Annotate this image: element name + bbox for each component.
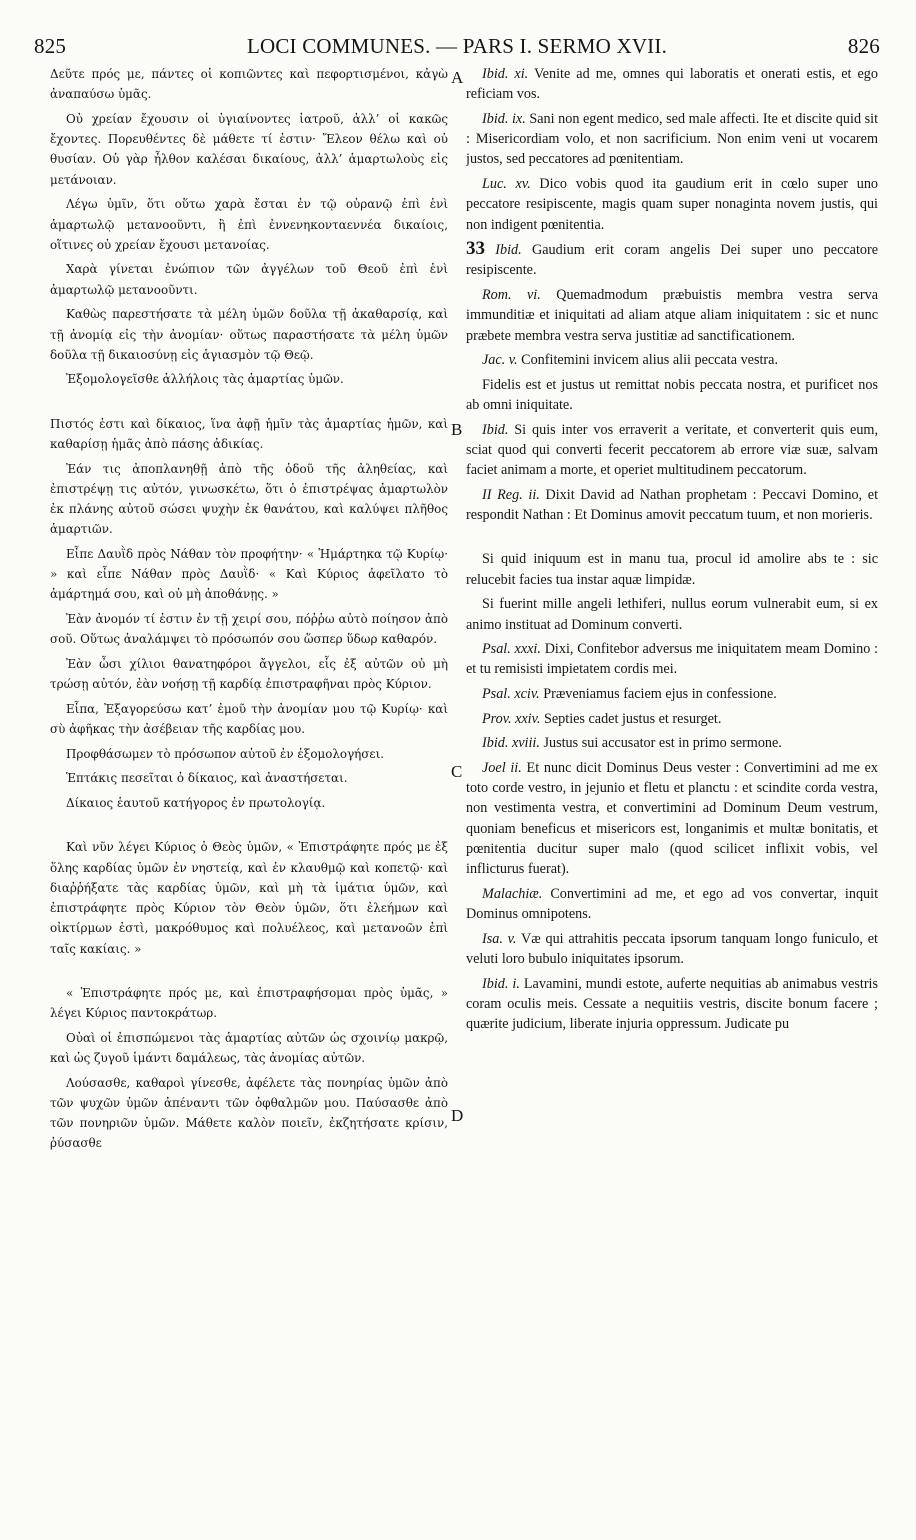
greek-paragraph: Πιστός ἐστι καὶ δίκαιος, ἵνα ἀφῇ ἡμῖν τὰς ἁμαρτίας ἡμῶν, καὶ καθαρίσῃ ἡμᾶς ἀπὸ πάσης ἀδικίας. [50,416,448,451]
latin-paragraph [466,64,878,105]
latin-text: Justus sui accusator est in primo sermone. [543,735,782,752]
latin-paragraph [466,109,878,170]
scripture-reference: Isa. v. [482,930,517,947]
scripture-reference: Ibid. ix. [482,110,526,127]
latin-paragraph [466,758,878,880]
running-header [34,34,880,64]
scripture-reference: Jac. v. [482,352,518,369]
greek-paragraph: Προφθάσωμεν τὸ πρόσωπον αὐτοῦ ἐν ἐξομολογήσει. [66,746,385,761]
scripture-reference: Prov. xxiv. [482,710,541,727]
latin-text: Et nunc dicit Dominus Deus vester : Convertimini ad me ex toto corde vestro, in jejunio et fletu et planctu : et scindite corda vestra, non vestimenta vestra, et convertimini ad Dominum Deum vestrum, quoniam beneficus et misericors est, longanimis et multæ bonitatis, et pœnitentia ducitur super malo (quod scilicet inflixit vobis, vel inflicturus fuerat). [466,759,878,878]
greek-paragraph: Ἐὰν ὦσι χίλιοι θανατηφόροι ἄγγελοι, εἷς ἐξ αὐτῶν οὐ μὴ τρώσῃ αὐτόν, ἐὰν νοήσῃ τῇ καρδίᾳ ἐπιστραφῆναι πρὸς Κύριον. [50,657,448,692]
scripture-reference: Rom. vi. [482,287,541,304]
scripture-reference: Malachiæ. [482,885,543,902]
scripture-reference: Psal. xciv. [482,686,540,703]
latin-text: Præveniamus faciem ejus in confessione. [543,686,777,703]
scripture-reference: Ibid. xi. [482,66,529,82]
latin-text: Convertimini ad me, et ego ad vos convertar, inquit Dominus omnipotens. [466,885,878,923]
latin-paragraph [466,485,878,526]
greek-paragraph: Λούσασθε, καθαροὶ γίνεσθε, ἀφέλετε τὰς πονηρίας ὑμῶν ἀπὸ τῶν ψυχῶν ὑμῶν ἀπέναντι τῶν ὀφθαλμῶν μου. Παύσασθε ἀπὸ τῶν πονηριῶν ὑμῶν. Μάθετε καλὸν ποιεῖν, ἐκζητήσατε κρίσιν, ῥύσασθε [50,1075,448,1151]
latin-text: Si quid iniquum est in manu tua, procul id amolire abs te : sic relucebit facies tua instar aquæ limpidæ. [466,551,878,588]
scripture-reference: Luc. xv. [482,176,531,193]
greek-paragraph: Οὐαὶ οἱ ἐπισπώμενοι τὰς ἁμαρτίας αὐτῶν ὡς σχοινίῳ μακρῷ, καὶ ὡς ζυγοῦ ἱμάντι δαμάλεως, τὰς ἀνομίας αὐτῶν. [50,1030,448,1065]
latin-paragraph [466,884,878,925]
greek-paragraph: Δίκαιος ἑαυτοῦ κατήγορος ἐν πρωτολογίᾳ. [66,796,326,811]
greek-paragraph: Λέγω ὑμῖν, ὅτι οὕτω χαρὰ ἔσται ἐν τῷ οὐρανῷ ἐπὶ ἑνὶ ἁμαρτωλῷ μετανοοῦντι, ἢ ἐπὶ ἐννενηκονταεννέα δικαίοις, οἵτινες οὐ χρείαν ἔχουσι μετανοίας. [50,197,448,252]
latin-paragraph [466,733,878,753]
latin-paragraph [466,285,878,346]
latin-text: Quemadmodum præbuistis membra vestra serva immunditiæ et iniquitati ad aliam atque aliam iniquitatem : sic et nunc præbete membra vestra serva justitiæ ad sanctificationem. [466,287,878,344]
latin-text: Si quis inter vos erraverit a veritate, et converterit quis eum, sciat quod qui converti fecerit peccatorem ab errore viæ suæ, salvam faciet animam a morte, et operiet multitudinem peccatorum. [466,421,878,479]
latin-paragraph [466,420,878,481]
latin-text: Sani non egent medico, sed male affecti. Ite et discite quid sit : Misericordiam volo, et non sacrificium. Non enim veni ut vocarem justos, sed peccatores ad pœnitentiam. [466,110,878,168]
latin-paragraph [466,639,878,680]
greek-paragraph: Οὐ χρείαν ἔχουσιν οἱ ὑγιαίνοντες ἰατροῦ, ἀλλ’ οἱ κακῶς ἔχοντες. Πορευθέντες δὲ μάθετε τί ἐστιν· Ἔλεον θέλω καὶ οὐ θυσίαν. Οὐ γὰρ ἦλθον καλέσαι δικαίους, ἀλλ’ ἁμαρτωλοὺς εἰς μετάνοιαν. [50,111,448,187]
latin-column [466,64,878,1524]
greek-paragraph: Ἐάν τις ἀποπλανηθῇ ἀπὸ τῆς ὁδοῦ τῆς ἀληθείας, καὶ ἐπιστρέψῃ τις αὐτόν, γινωσκέτω, ὅτι ὁ ἐπιστρέψας ἁμαρτωλὸν ἐκ πλάνης αὐτοῦ σώσει ψυχὴν ἐκ θανάτου, καὶ καλύψει πλῆθος ἁμαρτιῶν. [50,461,448,537]
greek-paragraph: Εἶπα, Ἐξαγορεύσω κατ’ ἐμοῦ τὴν ἀνομίαν μου τῷ Κυρίῳ· καὶ σὺ ἀφῆκας τὴν ἀσέβειαν τῆς καρδίας μου. [50,701,448,737]
greek-paragraph: Ἐὰν ἀνομόν τί ἐστιν ἐν τῇ χειρί σου, πόῤῥω αὐτὸ ποίησον ἀπὸ σοῦ. Οὕτως ἀναλάμψει τὸ πρόσωπόν σου ὥσπερ ὕδωρ καθαρόν. [50,612,448,647]
margin-letter-c: C [451,762,463,781]
scripture-reference: Ibid. i. [482,975,520,992]
latin-paragraph [466,594,878,635]
latin-paragraph [466,174,878,235]
greek-paragraph: Δεῦτε πρός με, πάντες οἱ κοπιῶντες καὶ πεφορτισμένοι, κἀγὼ ἀναπαύσω ὑμᾶς. [50,67,448,102]
page-number-left: 825 [34,34,67,58]
greek-paragraph: Καὶ νῦν λέγει Κύριος ὁ Θεὸς ὑμῶν, « Ἐπιστράφητε πρός με ἐξ ὅλης καρδίας ὑμῶν ἐν νηστείᾳ, καὶ ἐν κλαυθμῷ καὶ κοπετῷ· καὶ διαῤῥήξατε τὰς καρδίας ὑμῶν, καὶ μὴ τὰ ἱμάτια ὑμῶν, καὶ ἐπιστράφητε πρὸς Κύριον τὸν Θεὸν ὑμῶν, ὅτι ἐλεήμων καὶ οἰκτίρμων ἐστὶ, μακρόθυμος καὶ πολυέλεος, καὶ μετανοῶν ἐπὶ ταῖς κακίαις. » [50,840,448,956]
running-title: LOCI COMMUNES. — PARS I. SERMO XVII. [246,34,668,58]
latin-text: Gaudium erit coram angelis Dei super uno peccatore resipiscente. [466,242,878,279]
scripture-reference: Ibid. [495,242,522,259]
greek-column [50,64,448,1524]
latin-paragraph [466,375,878,416]
greek-paragraph: « Ἐπιστράφητε πρός με, καὶ ἐπιστραφήσομαι πρὸς ὑμᾶς, » λέγει Κύριος παντοκράτωρ. [50,985,448,1021]
margin-letter-b: B [451,420,463,439]
section-number: 33 [466,238,485,260]
greek-paragraph: Ἑπτάκις πεσεῖται ὁ δίκαιος, καὶ ἀναστήσεται. [66,771,348,786]
latin-text: Lavamini, mundi estote, auferte nequitias ab animabus vestris coram oculis meis. Cessate a nequitiis vestris, discite bonum facere ; quærite judicium, liberate injuria oppressum. Judicate pu [466,975,878,1033]
margin-letter-a: A [451,68,464,87]
greek-paragraph: Χαρὰ γίνεται ἐνώπιον τῶν ἀγγέλων τοῦ Θεοῦ ἐπὶ ἑνὶ ἁμαρτωλῷ μετανοοῦντι. [50,262,448,297]
scripture-reference: Psal. xxxi. [482,641,541,658]
scripture-reference: Joel ii. [482,759,522,776]
latin-text: Venite ad me, omnes qui laboratis et onerati estis, et ego reficiam vos. [466,66,878,103]
page-number-right: 826 [847,34,880,58]
latin-paragraph [466,974,878,1035]
latin-paragraph [466,684,878,704]
margin-letter-d: D [451,1106,464,1125]
latin-text: Dixi, Confitebor adversus me iniquitatem meam Domino : et tu remisisti impietatem cordis mei. [466,641,878,678]
scripture-reference: Ibid. [482,421,509,438]
greek-paragraph: Ἐξομολογεῖσθε ἀλλήλοις τὰς ἁμαρτίας ὑμῶν. [66,372,344,387]
latin-paragraph [466,929,878,970]
greek-paragraph: Εἶπε Δαυῒδ πρὸς Νάθαν τὸν προφήτην· « Ἡμάρτηκα τῷ Κυρίῳ· » καὶ εἶπε Νάθαν πρὸς Δαυῒδ· « Καὶ Κύριος ἀφεῖλατο τὸ ἁμάρτημά σου, καὶ οὐ μὴ ἀποθάνῃς. » [50,546,448,602]
latin-text: Dico vobis quod ita gaudium erit in cœlo super uno peccatore resipiscente, magis quam super nonaginta novem justis, qui non indigent pœnitentia. [466,176,878,233]
latin-text: Si fuerint mille angeli lethiferi, nullus eorum vulnerabit eum, si ex animo instituat ad Dominum converti. [466,596,878,633]
greek-paragraph: Καθὼς παρεστήσατε τὰ μέλη ὑμῶν δοῦλα τῇ ἀκαθαρσίᾳ, καὶ τῇ ἀνομίᾳ εἰς τὴν ἀνομίαν· οὕτως παραστήσατε τὰ μέλη ὑμῶν δοῦλα τῇ δικαιοσύνῃ εἰς ἁγιασμὸν τῷ Θεῷ. [50,307,448,362]
latin-text: Fidelis est et justus ut remittat nobis peccata nostra, et purificet nos ab omni iniquitate. [466,376,878,414]
latin-paragraph [466,239,878,281]
latin-paragraph [466,709,878,729]
latin-paragraph [466,350,878,370]
latin-text: Septies cadet justus et resurget. [543,710,722,727]
latin-paragraph [466,549,878,590]
latin-text: Væ qui attrahitis peccata ipsorum tanquam longo funiculo, et veluti loro bubulo iniquitates ipsorum. [466,930,878,967]
latin-text: Dixit David ad Nathan prophetam : Peccavi Domino, et respondit Nathan : Et Dominus amovit peccatum tuum, et non morieris. [466,486,878,524]
scripture-reference: II Reg. ii. [482,486,540,503]
scripture-reference: Ibid. xviii. [482,735,540,752]
latin-text: Confitemini invicem alius alii peccata vestra. [521,352,778,369]
